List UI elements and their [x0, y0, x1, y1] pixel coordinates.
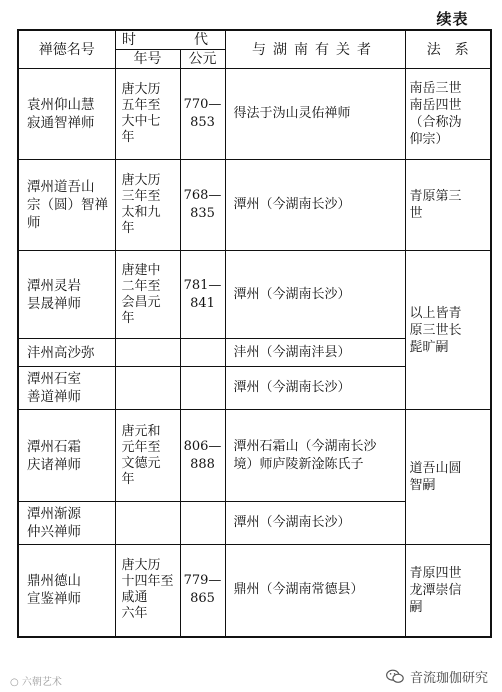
hunan-relation: 潭州（今湖南长沙） — [225, 160, 405, 251]
era-name — [115, 367, 180, 410]
ad-years: 781— 841 — [180, 251, 225, 339]
ad-years — [180, 339, 225, 367]
hunan-relation: 潭州（今湖南长沙） — [225, 251, 405, 339]
continuation-label: 续表 — [436, 10, 469, 28]
hunan-relation: 鼎州（今湖南常德县） — [225, 545, 405, 637]
table-row — [18, 251, 491, 339]
era-name — [115, 502, 180, 545]
header-ad: 公元 — [180, 50, 225, 69]
master-name: 鼎州德山 宣鉴禅师 — [18, 545, 115, 637]
ad-years — [180, 367, 225, 410]
hunan-relation: 得法于沩山灵佑禅师 — [225, 69, 405, 160]
watermark-right-text: 音流珈伽研究 — [410, 671, 489, 686]
header-era-group: 时 代 — [115, 30, 225, 50]
hunan-relation: 沣州（今湖南沣县） — [225, 339, 405, 367]
hunan-relation: 潭州石霜山（今湖南长沙 境）师庐陵新淦陈氏子 — [225, 410, 405, 502]
era-name: 唐大历 十四年至 咸通 六年 — [115, 545, 180, 637]
ad-years — [180, 502, 225, 545]
master-name: 潭州道吾山 宗（圆）智禅 师 — [18, 160, 115, 251]
wechat-icon — [386, 669, 404, 684]
hunan-relation: 潭州（今湖南长沙） — [225, 502, 405, 545]
era-name: 唐建中 二年至 会昌元 年 — [115, 251, 180, 339]
lineage: 南岳三世 南岳四世 （合称沩 仰宗） — [405, 69, 491, 160]
lineage: 青原第三 世 — [405, 160, 491, 251]
header-era: 年号 — [115, 50, 180, 69]
master-name: 潭州渐源 仲兴禅师 — [18, 502, 115, 545]
master-name: 沣州高沙弥 — [18, 339, 115, 367]
hunan-relation: 潭州（今湖南长沙） — [225, 367, 405, 410]
era-name: 唐大历 五年至 大中七 年 — [115, 69, 180, 160]
watermark-left: ○ 六朝艺术 — [10, 677, 62, 688]
ad-years: 779— 865 — [180, 545, 225, 637]
era-name: 唐大历 三年至 太和九 年 — [115, 160, 180, 251]
ad-years: 768— 835 — [180, 160, 225, 251]
era-name: 唐元和 元年至 文德元 年 — [115, 410, 180, 502]
lineage: 青原四世 龙潭崇信 嗣 — [405, 545, 491, 637]
header-name: 禅德名号 — [18, 30, 115, 69]
zen-masters-table — [17, 29, 492, 638]
table-row — [18, 410, 491, 502]
ad-years: 770— 853 — [180, 69, 225, 160]
lineage-merged-2: 道吾山圆 智嗣 — [405, 410, 491, 545]
master-name: 袁州仰山慧 寂通智禅师 — [18, 69, 115, 160]
ad-years: 806— 888 — [180, 410, 225, 502]
master-name: 潭州石霜 庆诸禅师 — [18, 410, 115, 502]
header-row-top — [18, 30, 491, 50]
lineage-merged-1: 以上皆青 原三世长 髭旷嗣 — [405, 251, 491, 410]
header-lineage: 法 系 — [405, 30, 491, 69]
table-row — [18, 160, 491, 251]
table-row — [18, 69, 491, 160]
master-name: 潭州石室 善道禅师 — [18, 367, 115, 410]
watermark-right — [386, 667, 488, 686]
era-name — [115, 339, 180, 367]
header-relation: 与湖南有关者 — [225, 30, 405, 69]
table-row — [18, 545, 491, 637]
master-name: 潭州灵岩 昙晟禅师 — [18, 251, 115, 339]
